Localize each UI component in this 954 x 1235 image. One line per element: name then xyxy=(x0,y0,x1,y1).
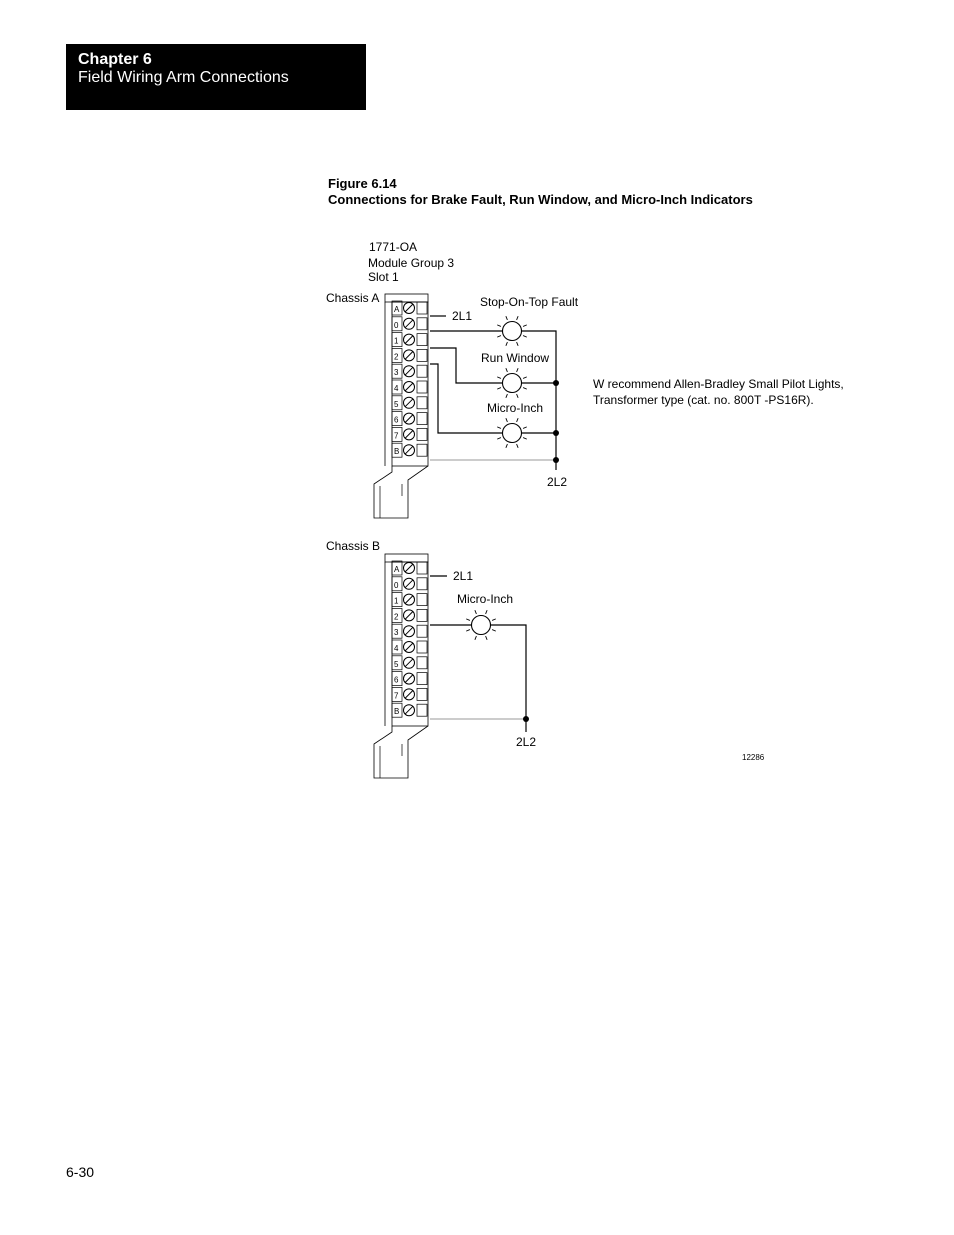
junction-dot xyxy=(523,716,529,722)
junction-dot xyxy=(553,430,559,436)
terminal-label: 0 xyxy=(394,580,399,590)
terminal-clamp xyxy=(417,657,427,669)
terminal-label: 5 xyxy=(394,659,399,669)
chapter-number: Chapter 6 xyxy=(78,51,152,68)
module-group-label: Module Group 3 xyxy=(368,256,455,270)
terminal-b-6 xyxy=(392,672,427,686)
terminal-b-A xyxy=(392,561,427,575)
terminal-clamp xyxy=(417,349,427,361)
terminal-b-1 xyxy=(392,593,427,607)
terminal-b-5 xyxy=(392,656,427,670)
terminal-clamp xyxy=(417,578,427,590)
terminal-a-B xyxy=(392,443,427,457)
terminal-a-0 xyxy=(392,317,427,331)
terminal-clamp xyxy=(417,397,427,409)
terminal-a-A xyxy=(392,301,427,315)
terminal-label: 0 xyxy=(394,320,399,330)
terminal-label: 3 xyxy=(394,628,399,638)
terminal-b-B xyxy=(392,703,427,717)
terminal-label: B xyxy=(394,447,400,457)
slot-label: Slot 1 xyxy=(368,270,399,284)
terminal-label: 2 xyxy=(394,352,399,362)
chassis-b-2l1-label: 2L1 xyxy=(453,569,474,583)
terminal-label: 6 xyxy=(394,675,399,685)
terminal-label: 7 xyxy=(394,691,399,701)
terminal-clamp xyxy=(417,365,427,377)
terminal-clamp xyxy=(417,381,427,393)
terminal-label: 4 xyxy=(394,644,399,653)
lamp-label-run-window: Run Window xyxy=(481,351,550,365)
terminal-a-4 xyxy=(392,380,427,394)
terminal-clamp xyxy=(417,318,427,330)
terminal-a-3 xyxy=(392,364,427,378)
terminal-label: 4 xyxy=(394,384,399,393)
junction-dot xyxy=(553,380,559,386)
junction-dot xyxy=(553,457,559,463)
chassis-a-wiring xyxy=(430,316,556,470)
figure-title: Connections for Brake Fault, Run Window, and Micro-Inch Indicators xyxy=(328,192,753,207)
arm-connector-foot xyxy=(374,466,428,518)
wire-micro-inch-a xyxy=(430,364,556,433)
terminal-b-2 xyxy=(392,608,427,622)
terminal-clamp xyxy=(417,428,427,440)
wiring-arm-chassis-b xyxy=(374,554,428,778)
arm-connector-foot xyxy=(374,726,428,778)
terminal-clamp xyxy=(417,688,427,700)
terminal-clamp xyxy=(417,704,427,716)
terminal-label: A xyxy=(394,305,400,314)
figure-number: Figure 6.14 xyxy=(328,176,397,191)
terminal-label: 1 xyxy=(394,596,399,606)
lamp-label-micro-inch-a: Micro-Inch xyxy=(487,401,544,415)
wire-micro-inch-b xyxy=(430,625,526,719)
chassis-b-2l2-label: 2L2 xyxy=(516,735,537,749)
terminal-clamp xyxy=(417,302,427,314)
chassis-a-label: Chassis A xyxy=(326,291,380,305)
terminal-b-0 xyxy=(392,577,427,591)
arm-top-cap xyxy=(385,554,428,562)
chassis-a-2l2-label: 2L2 xyxy=(547,475,568,489)
page-number: 6-30 xyxy=(66,1164,95,1180)
wiring-arm-chassis-a xyxy=(374,294,428,518)
note-line-1: W recommend Allen-Bradley Small Pilot Lights, xyxy=(593,377,844,391)
terminal-a-1 xyxy=(392,333,427,347)
terminal-clamp xyxy=(417,413,427,425)
terminal-label: A xyxy=(394,565,400,574)
terminal-label: 3 xyxy=(394,368,399,378)
chassis-b-label: Chassis B xyxy=(326,539,381,553)
chapter-title: Field Wiring Arm Connections xyxy=(78,69,289,86)
terminal-clamp xyxy=(417,625,427,637)
note-line-2: Transformer type (cat. no. 800T -PS16R). xyxy=(593,393,814,407)
terminal-clamp xyxy=(417,594,427,606)
terminal-b-7 xyxy=(392,687,427,701)
terminal-clamp xyxy=(417,444,427,456)
terminal-b-4 xyxy=(392,640,427,654)
module-catalog-label: 1771-OA xyxy=(369,240,418,254)
terminal-clamp xyxy=(417,562,427,574)
lamp-label-stop-on-top-fault: Stop-On-Top Fault xyxy=(480,295,579,309)
terminal-label: B xyxy=(394,707,400,717)
arm-top-cap xyxy=(385,294,428,302)
terminal-label: 5 xyxy=(394,399,399,409)
terminal-clamp xyxy=(417,609,427,621)
terminal-clamp xyxy=(417,673,427,685)
terminal-a-7 xyxy=(392,427,427,441)
terminal-b-3 xyxy=(392,624,427,638)
terminal-label: 2 xyxy=(394,612,399,622)
lamp-label-micro-inch-b: Micro-Inch xyxy=(457,592,514,606)
chassis-a-2l1-label: 2L1 xyxy=(452,309,473,323)
terminal-a-5 xyxy=(392,396,427,410)
figure-id: 12286 xyxy=(742,753,765,762)
terminal-a-2 xyxy=(392,348,427,362)
terminal-a-6 xyxy=(392,412,427,426)
terminal-clamp xyxy=(417,334,427,346)
terminal-clamp xyxy=(417,641,427,653)
terminal-label: 6 xyxy=(394,415,399,425)
terminal-label: 1 xyxy=(394,336,399,346)
terminal-label: 7 xyxy=(394,431,399,441)
